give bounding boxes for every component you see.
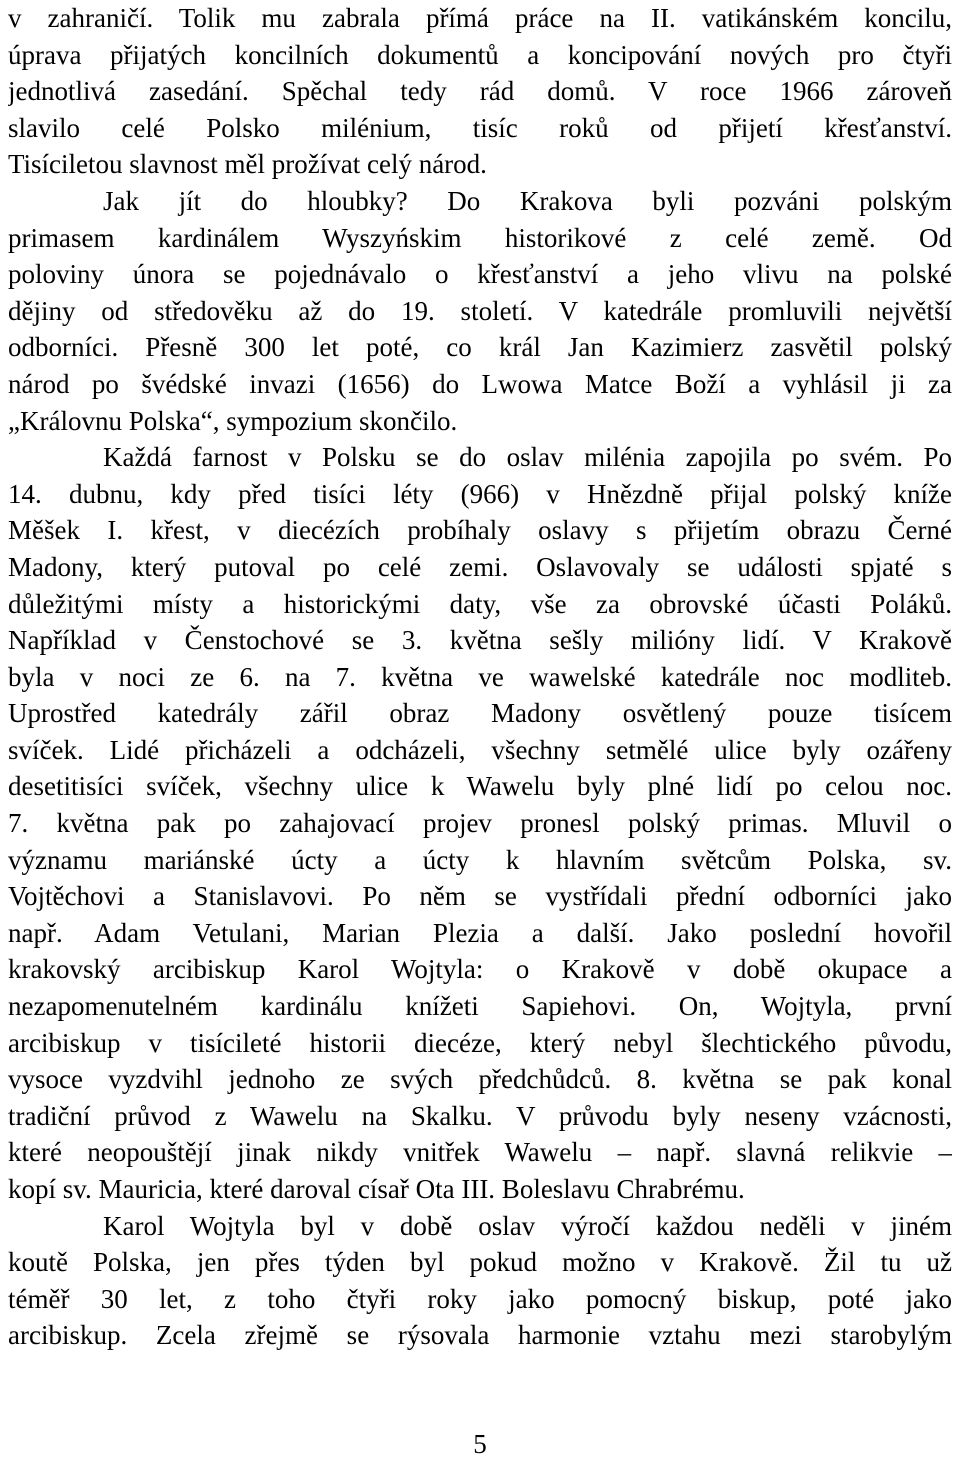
text-line: dějiny od středověku až do 19. století. V katedrále promluvili největší (8, 295, 952, 326)
text-line: poloviny února se pojednávalo o křesťanství a jeho vlivu na polské (8, 259, 952, 290)
text-line: Každá farnost v Polsku se do oslav milénia zapojila po svém. Po (103, 442, 952, 473)
text-line: Tisíciletou slavnost měl prožívat celý národ. (8, 149, 487, 180)
text-line: odborníci. Přesně 300 let poté, co král Jan Kazimierz zasvětil polský (8, 332, 952, 363)
text-line: arcibiskup. Zcela zřejmě se rýsovala harmonie vztahu mezi starobylým (8, 1320, 952, 1351)
text-line: Jak jít do hloubky? Do Krakova byli pozváni polským (103, 185, 952, 216)
text-line: Uprostřed katedrály zářil obraz Madony osvětlený pouze tisícem (8, 698, 952, 729)
text-line: vysoce vyzdvihl jednoho ze svých předchůdců. 8. května se pak konal (8, 1064, 952, 1095)
text-line: slavilo celé Polsko milénium, tisíc roků od přijetí křesťanství. (8, 112, 952, 143)
text-line: Madony, který putoval po celé zemi. Oslavovaly se události spjaté s (8, 551, 952, 582)
text-line: byla v noci ze 6. na 7. května ve wawelské katedrále noc modliteb. (8, 661, 952, 692)
text-line: Karol Wojtyla byl v době oslav výročí každou neděli v jiném (103, 1210, 952, 1241)
text-line: Například v Čenstochové se 3. května sešly milióny lidí. V Krakově (8, 625, 952, 656)
body-text (8, 0, 952, 1354)
text-line: 7. května pak po zahajovací projev pronesl polský primas. Mluvil o (8, 808, 952, 839)
text-line: téměř 30 let, z toho čtyři roky jako pomocný biskup, poté jako (8, 1283, 952, 1314)
text-line: Vojtěchovi a Stanislavovi. Po něm se vystřídali přední odborníci jako (8, 881, 952, 912)
text-line: národ po švédské invazi (1656) do Lwowa Matce Boží a vyhlásil ji za (8, 368, 952, 399)
text-line: významu mariánské úcty a úcty k hlavním světcům Polska, sv. (8, 844, 952, 875)
text-line: úprava přijatých koncilních dokumentů a koncipování nových pro čtyři (8, 39, 952, 70)
text-line: „Královnu Polska“, sympozium skončilo. (8, 405, 458, 436)
text-line: nezapomenutelném kardinálu knížeti Sapiehovi. On, Wojtyla, první (8, 991, 952, 1022)
text-line: v zahraničí. Tolik mu zabrala přímá práce na II. vatikánském koncilu, (8, 3, 952, 33)
text-line: koutě Polska, jen přes týden byl pokud možno v Krakově. Žil tu už (8, 1247, 952, 1278)
text-line: desetitisíci svíček, všechny ulice k Wawelu byly plné lidí po celou noc. (8, 771, 952, 802)
text-line: arcibiskup v tisícileté historii diecéze, který nebyl šlechtického původu, (8, 1027, 952, 1058)
text-line: tradiční průvod z Wawelu na Skalku. V průvodu byly neseny vzácnosti, (8, 1100, 952, 1131)
text-line: primasem kardinálem Wyszyńskim historikové z celé země. Od (8, 222, 952, 253)
text-line: důležitými místy a historickými daty, vše za obrovské účasti Poláků. (8, 588, 952, 619)
text-line: Měšek I. křest, v diecézích probíhaly oslavy s přijetím obrazu Černé (8, 515, 952, 546)
text-line: např. Adam Vetulani, Marian Plezia a další. Jako poslední hovořil (8, 917, 952, 948)
text-line: kopí sv. Mauricia, které daroval císař Ota III. Boleslavu Chrabrému. (8, 1174, 745, 1204)
text-line: krakovský arcibiskup Karol Wojtyla: o Krakově v době okupace a (8, 954, 952, 985)
page-number: 5 (473, 1429, 487, 1459)
text-line: jednotlivá zasedání. Spěchal tedy rád domů. V roce 1966 zároveň (8, 76, 952, 107)
text-line: svíček. Lidé přicházeli a odcházeli, všechny setmělé ulice byly ozářeny (8, 734, 952, 765)
text-line: které neopouštějí jinak nikdy vnitřek Wawelu – např. slavná relikvie – (8, 1137, 952, 1168)
text-line: 14. dubnu, kdy před tisíci léty (966) v Hnězdně přijal polský kníže (8, 478, 952, 509)
